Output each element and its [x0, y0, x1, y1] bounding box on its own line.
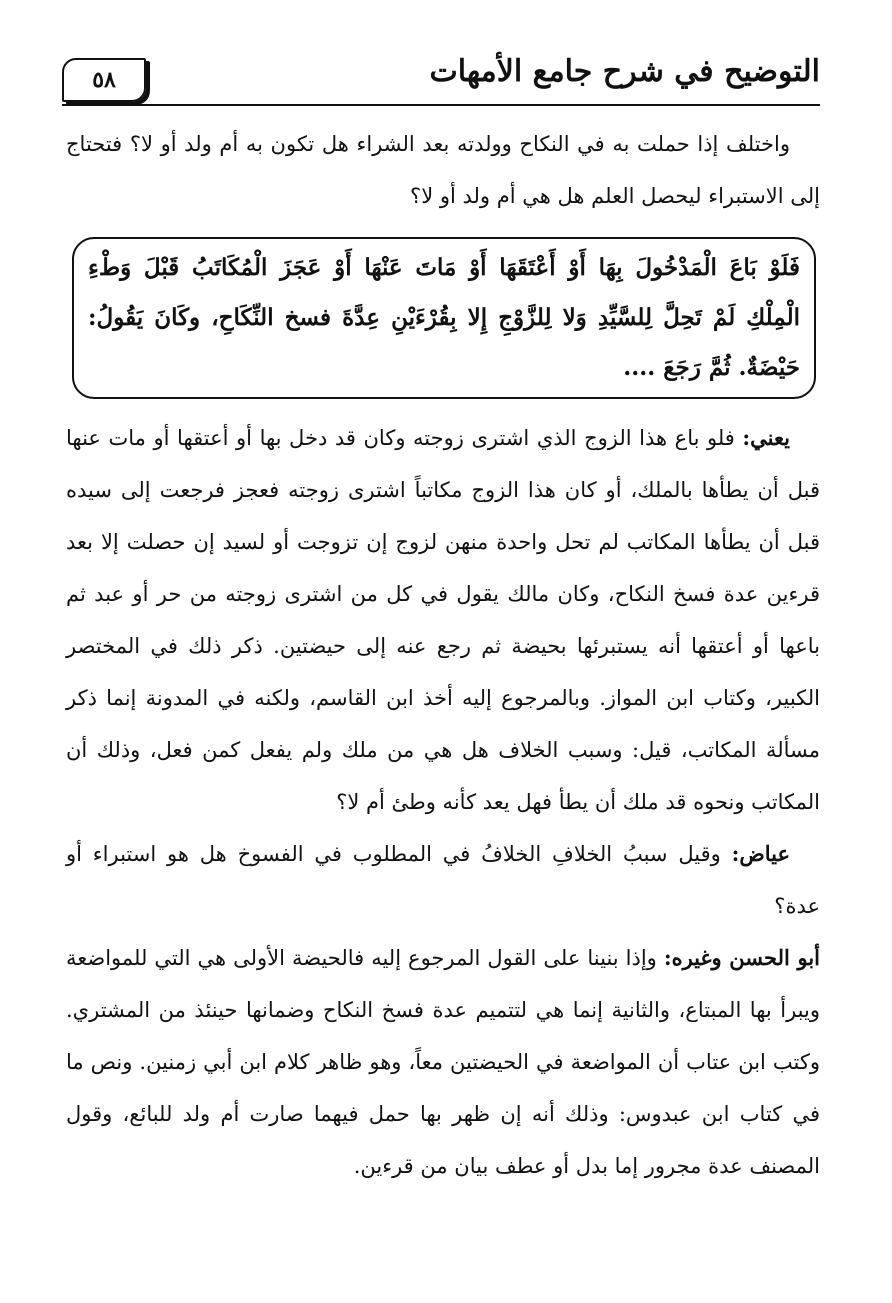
- header-divider: [62, 104, 820, 106]
- commentary-paragraph: [66, 412, 820, 828]
- paragraph-lead: عياض:: [731, 841, 790, 866]
- matn-verse-box: [72, 237, 816, 399]
- commentary-paragraph: [66, 828, 820, 932]
- intro-paragraph: [66, 118, 820, 222]
- paragraph-body: فلو باع هذا الزوج الذي اشترى زوجته وكان قد دخل بها أو أعتقها أو مات عنها قبل أن يطأها بالملك، أو كان هذا الزوج مكاتباً اشترى زوجته فعجز فرجعت إلى سيده قبل أن يطأها المكاتب لم تحل واحدة منهن لزوج إن تزوجت أو لسيد إن حصلت إلا بعد قرءين عدة فسخ النكاح، وكان مالك يقول في كل من اشترى زوجته من حر أو عبد ثم باعها أو أعتقها أنه يستبرئها بحيضة ثم رجع عنه إلى حيضتين. ذكر ذلك في المختصر الكبير، وكتاب ابن المواز. وبالمرجوع إليه أخذ ابن القاسم، ولكنه في المدونة إنما ذكر مسألة المكاتب، قيل: وسبب الخلاف هل هي من ملك ولم يفعل كمن فعل، وذلك أن المكاتب ونحوه قد ملك أن يطأ فهل يعد كأنه وطئ أم لا؟: [66, 426, 820, 814]
- paragraph-lead: أبو الحسن وغيره:: [663, 945, 820, 970]
- commentary-paragraph: [66, 932, 820, 1192]
- paragraph-lead: يعني:: [742, 425, 790, 450]
- running-title: التوضيح في شرح جامع الأمهات: [429, 54, 820, 89]
- matn-text: فَلَوْ بَاعَ الْمَدْخُولَ بِهَا أَوْ أَعْتَقَهَا أَوْ مَاتَ عَنْهَا أَوْ عَجَزَ الْمُكَاتَبُ قَبْلَ وَطْءِ الْمِلْكِ لَمْ تَحِلَّ لِلسَّيِّدِ وَلا لِلزَّوْجِ إِلا بِقُرْءَيْنِ عِدَّةَ فسخ النِّكَاحِ، وكَانَ يَقُولُ: حَيْضَةٌ. ثُمَّ رَجَعَ ....: [88, 254, 800, 381]
- page-header: [62, 48, 820, 110]
- intro-text: واختلف إذا حملت به في النكاح وولدته بعد الشراء هل تكون به أم ولد أو لا؟ فتحتاج إلى الاستبراء ليحصل العلم هل هي أم ولد أو لا؟: [66, 132, 820, 208]
- page-number-badge: ٥٨: [62, 58, 146, 102]
- paragraph-body: وإذا بنينا على القول المرجوع إليه فالحيضة الأولى هي التي للمواضعة ويبرأ بها المبتاع، والثانية إنما هي لتتميم عدة فسخ النكاح وضمانها حينئذ من المشتري. وكتب ابن عتاب أن المواضعة في الحيضتين معاً، وهو ظاهر كلام ابن أبي زمنين. ونص ما في كتاب ابن عبدوس: وذلك أنه إن ظهر بها حمل فيهما صارت أم ولد للبائع، وقول المصنف عدة مجرور إما بدل أو عطف بيان من قرءين.: [66, 946, 820, 1178]
- commentary-section: [66, 412, 820, 1192]
- paragraph-body: وقيل سببُ الخلافِ الخلافُ في المطلوب في الفسوخ هل هو استبراء أو عدة؟: [66, 842, 820, 918]
